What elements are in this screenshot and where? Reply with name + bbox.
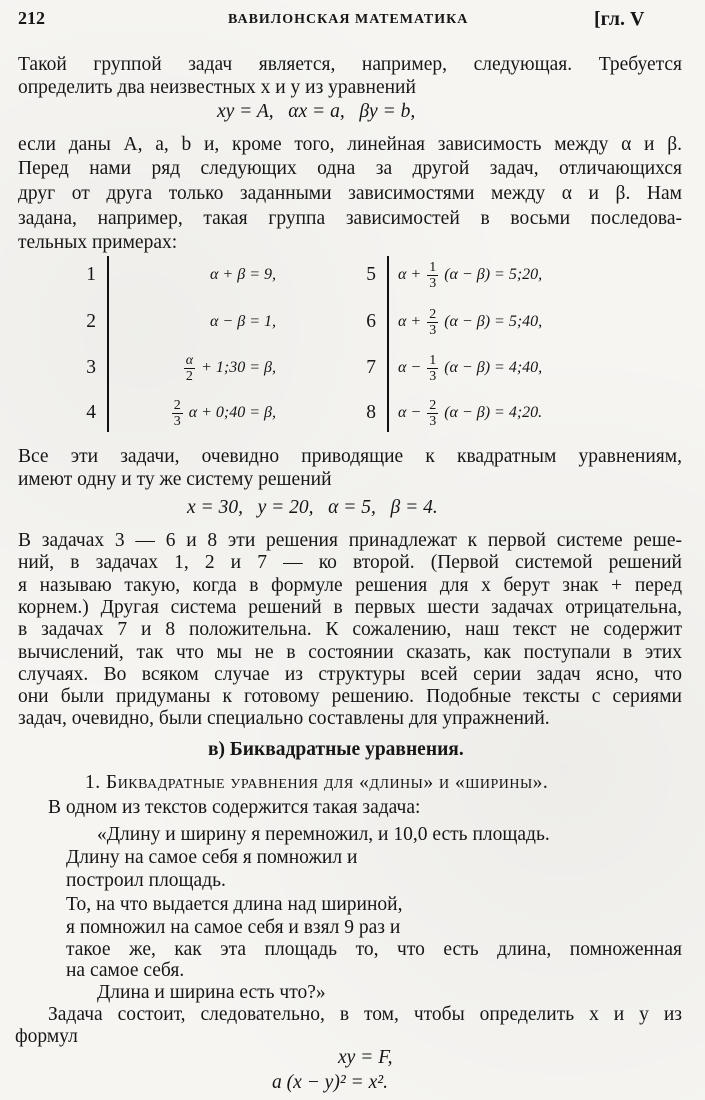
- fraction: [427, 353, 438, 384]
- page-number: 212: [18, 8, 45, 28]
- formula: xy = F,: [338, 1047, 393, 1068]
- text-line: тельных примерах:: [18, 232, 178, 253]
- text-line: ний, в задачах 1, 2 и 7 — ко второй. (Первой системой решений: [18, 552, 682, 573]
- equation-suffix: (α − β) = 4;20.: [444, 404, 543, 421]
- text-line: Задача состоит, следовательно, в том, чтобы определить x и y из: [48, 1004, 682, 1025]
- text-line: случаях. Во всяком случае из структуры всей серии задач ясно, что: [18, 664, 682, 685]
- quote-line: на самое себя.: [66, 960, 185, 981]
- equation-suffix: (α − β) = 4;40,: [444, 359, 543, 376]
- section-heading: в) Биквадратные уравнения.: [208, 739, 464, 760]
- equation: xy = A, αx = a, βy = b,: [217, 101, 416, 122]
- problem-equation: [398, 255, 542, 295]
- problem-number: 6: [366, 311, 376, 332]
- problem-number: 1: [86, 264, 96, 285]
- equation-prefix: α +: [398, 313, 422, 330]
- text-line: В одном из текстов содержится такая задача:: [48, 797, 421, 818]
- text-line: задана, например, такая группа зависимостей в восьми последова-: [18, 208, 682, 229]
- quote-line: «Длину и ширину я перемножил, и 10,0 есть площадь.: [97, 824, 550, 845]
- text-line: друг от друга только заданными зависимостями между α и β. Нам: [18, 183, 682, 204]
- problem-equation: [210, 302, 276, 342]
- text-line: формул: [15, 1026, 78, 1047]
- equation-suffix: α + 0;40 = β,: [188, 404, 276, 421]
- fraction-denominator: 3: [429, 368, 437, 384]
- quote-line: построил площадь.: [66, 870, 226, 891]
- problem-number: 2: [86, 311, 96, 332]
- fraction-denominator: 3: [429, 275, 437, 291]
- equation-suffix: (α − β) = 5;20,: [444, 266, 543, 283]
- fraction: [172, 398, 183, 429]
- subsection-heading: 1. Биквадратные уравнения для «длины» и «ширины».: [85, 772, 549, 793]
- chapter-label: [гл. V: [594, 8, 645, 30]
- fraction-numerator: 1: [429, 352, 437, 368]
- problem-equation: [166, 393, 276, 433]
- quote-line: То, на что выдается длина над шириной,: [66, 894, 403, 915]
- fraction-denominator: 3: [173, 413, 181, 429]
- problem-equation: [398, 393, 542, 433]
- formula: a (x − y)² = x².: [272, 1072, 388, 1093]
- equation-suffix: (α − β) = 5;40,: [444, 313, 543, 330]
- text-line: корнем.) Другая система решений в первых шести задачах отрицательна,: [18, 597, 682, 618]
- problem-equation: [398, 348, 542, 388]
- equation-prefix: α −: [398, 404, 422, 421]
- quote-line: Длину на самое себя я помножил и: [66, 847, 358, 868]
- problem-number: 5: [366, 264, 376, 285]
- running-title: ВАВИЛОНСКАЯ МАТЕМАТИКА: [228, 12, 469, 27]
- problem-equation: [178, 348, 276, 388]
- fraction-numerator: 2: [429, 397, 437, 413]
- quote-line: такое же, как эта площадь то, что есть длина, помноженная: [66, 939, 682, 960]
- equation-prefix: α − β = 1,: [210, 313, 276, 330]
- fraction-numerator: 1: [429, 259, 437, 275]
- text-line: Такой группой задач является, например, следующая. Требуется: [18, 54, 682, 75]
- text-line: задач, очевидно, были специально составлены для упражнений.: [18, 708, 550, 729]
- equation-prefix: α +: [398, 266, 422, 283]
- text-line: я называю такую, когда в формуле решения для x берут знак + перед: [18, 575, 682, 596]
- text-line: если даны A, a, b и, кроме того, линейная зависимость между α и β.: [18, 134, 682, 155]
- fraction-denominator: 3: [429, 322, 437, 338]
- text-line: вычислений, так что мы не в состоянии сказать, как поступали в этих: [18, 642, 682, 663]
- text-line: Перед нами ряд следующих одна за другой задач, отличающихся: [18, 158, 682, 179]
- equation-prefix: α −: [398, 359, 422, 376]
- table-divider-right: [387, 256, 389, 432]
- text-line: В задачах 3 — 6 и 8 эти решения принадлежат к первой системе реше-: [18, 530, 682, 551]
- text-line: имеют одну и ту же систему решений: [18, 469, 332, 490]
- equation-prefix: α + β = 9,: [210, 266, 276, 283]
- equation-suffix: + 1;30 = β,: [201, 359, 276, 376]
- problem-number: 3: [86, 357, 96, 378]
- fraction: [427, 307, 438, 338]
- fraction: [184, 353, 195, 384]
- text-line: в задачах 7 и 8 положительна. К сожалению, наш текст не содержит: [18, 619, 682, 640]
- text-line: они были придуманы к готовому решению. Подобные тексты с сериями: [18, 686, 682, 707]
- table-divider-left: [107, 256, 109, 432]
- quote-line: я помножил на самое себя и взял 9 раз и: [66, 917, 401, 938]
- text-line: определить два неизвестных x и y из уравнений: [18, 77, 416, 98]
- problem-number: 7: [366, 357, 376, 378]
- problem-number: 4: [86, 402, 96, 423]
- quote-line: Длина и ширина есть что?»: [97, 982, 326, 1003]
- fraction-denominator: 2: [185, 368, 193, 384]
- problem-equation: [210, 255, 276, 295]
- text-line: Все эти задачи, очевидно приводящие к квадратным уравнениям,: [18, 446, 682, 467]
- fraction: [427, 260, 438, 291]
- fraction-numerator: α: [185, 352, 194, 368]
- fraction-numerator: 2: [173, 397, 181, 413]
- problem-number: 8: [366, 402, 376, 423]
- equation: x = 30, y = 20, α = 5, β = 4.: [187, 497, 438, 518]
- fraction: [427, 398, 438, 429]
- fraction-numerator: 2: [429, 306, 437, 322]
- fraction-denominator: 3: [429, 413, 437, 429]
- problem-equation: [398, 302, 542, 342]
